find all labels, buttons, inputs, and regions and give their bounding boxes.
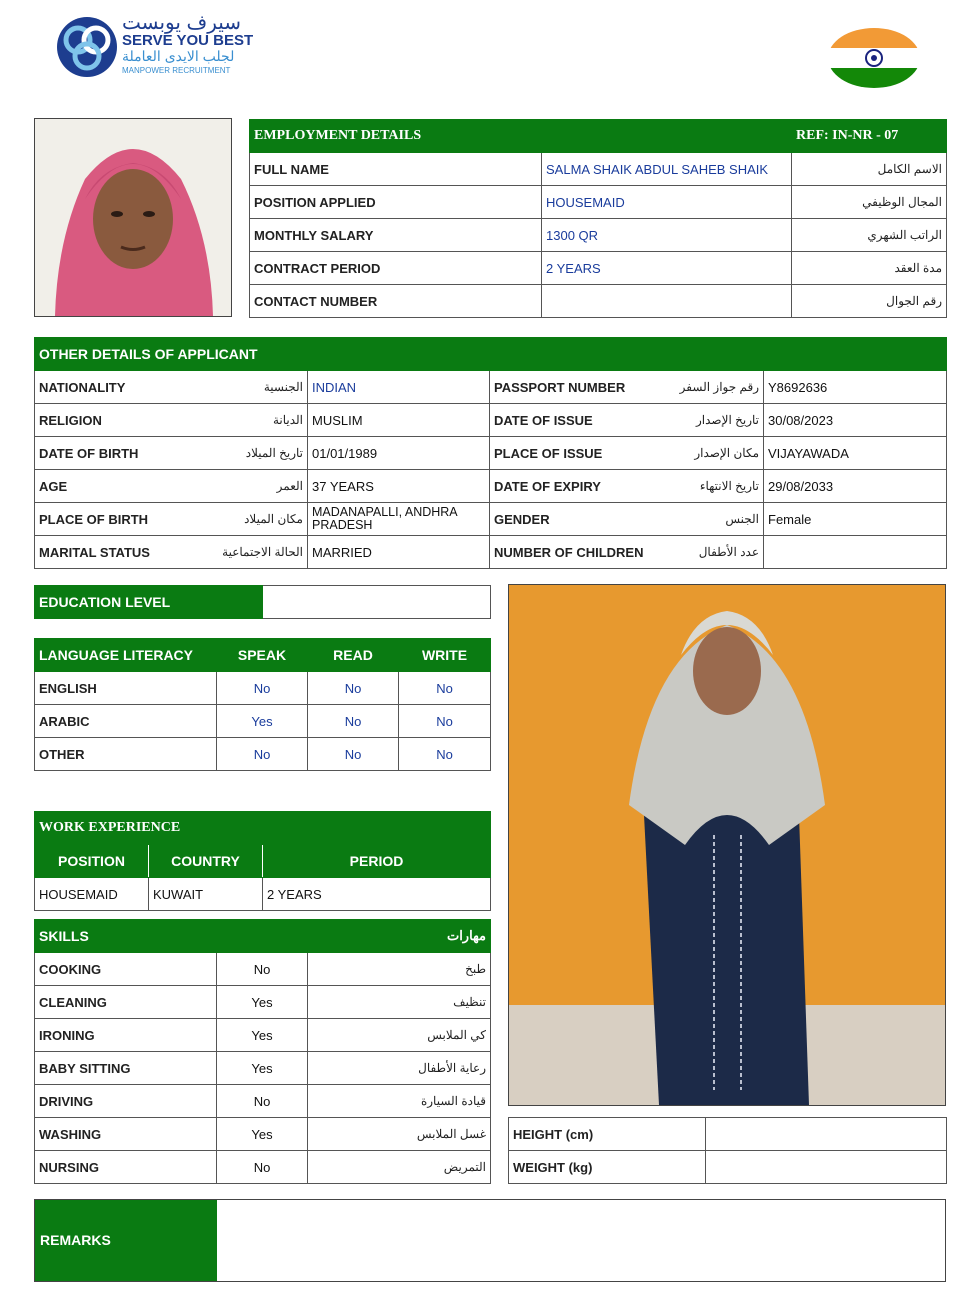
skill-name: NURSING	[35, 1151, 217, 1184]
employment-row	[250, 219, 947, 252]
ashoka-chakra-icon	[864, 48, 884, 68]
other-label: DATE OF ISSUE	[490, 404, 650, 437]
work-header: COUNTRY	[149, 845, 263, 878]
write-value: No	[399, 705, 491, 738]
other-value: INDIAN	[308, 371, 490, 404]
language-row	[35, 705, 491, 738]
other-label: PLACE OF ISSUE	[490, 437, 650, 470]
skill-row	[35, 1118, 491, 1151]
education-level-label: EDUCATION LEVEL	[35, 586, 263, 619]
skill-arabic-name: طبخ	[308, 953, 491, 986]
other-details-row	[35, 437, 947, 470]
employment-arabic-label: الاسم الكامل	[792, 153, 947, 186]
other-arabic-label: تاريخ الإصدار	[650, 404, 764, 437]
other-label: DATE OF BIRTH	[35, 437, 190, 470]
skill-row	[35, 1052, 491, 1085]
brand-arabic-name: سيرف يوبست	[122, 12, 242, 34]
skill-row	[35, 986, 491, 1019]
other-details-row	[35, 503, 947, 536]
employment-arabic-label: رقم الجوال	[792, 285, 947, 318]
language-header: READ	[308, 639, 399, 672]
skill-row	[35, 1085, 491, 1118]
other-value	[764, 536, 947, 569]
language-row	[35, 738, 491, 771]
skill-arabic-name: تنظيف	[308, 986, 491, 1019]
read-value: No	[308, 705, 399, 738]
work-experience-title: WORK EXPERIENCE	[35, 812, 491, 845]
skills-header-spacer	[217, 920, 308, 953]
measurement-row	[509, 1118, 947, 1151]
skills-title-arabic: مهارات	[308, 920, 491, 953]
other-label: PASSPORT NUMBER	[490, 371, 650, 404]
other-label: NUMBER OF CHILDREN	[490, 536, 650, 569]
employment-row	[250, 153, 947, 186]
work-period: 2 YEARS	[263, 878, 491, 911]
skill-value: Yes	[217, 1019, 308, 1052]
employment-arabic-label: المجال الوظيفي	[792, 186, 947, 219]
skill-value: No	[217, 953, 308, 986]
other-value: 29/08/2033	[764, 470, 947, 503]
skill-row	[35, 1019, 491, 1052]
other-details-table	[34, 337, 947, 569]
other-details-row	[35, 404, 947, 437]
skill-name: DRIVING	[35, 1085, 217, 1118]
skill-name: IRONING	[35, 1019, 217, 1052]
other-arabic-label: تاريخ الميلاد	[190, 437, 308, 470]
weight-label: WEIGHT (kg)	[509, 1151, 706, 1184]
brand-english-name: SERVE YOU BEST	[122, 32, 254, 49]
height-value	[706, 1118, 947, 1151]
other-value: MADANAPALLI, ANDHRA PRADESH	[308, 503, 490, 536]
other-value: 30/08/2023	[764, 404, 947, 437]
skill-value: Yes	[217, 1052, 308, 1085]
employment-label: FULL NAME	[250, 153, 542, 186]
employment-value	[542, 285, 792, 318]
employment-value: 1300 QR	[542, 219, 792, 252]
employment-value: 2 YEARS	[542, 252, 792, 285]
other-label: DATE OF EXPIRY	[490, 470, 650, 503]
write-value: No	[399, 672, 491, 705]
weight-value	[706, 1151, 947, 1184]
work-country: KUWAIT	[149, 878, 263, 911]
employment-arabic-label: مدة العقد	[792, 252, 947, 285]
other-details-title: OTHER DETAILS OF APPLICANT	[35, 338, 947, 371]
skill-arabic-name: غسل الملابس	[308, 1118, 491, 1151]
speak-value: No	[217, 672, 308, 705]
language-header: SPEAK	[217, 639, 308, 672]
brand-arabic-tagline: لجلب الايدى العاملة	[122, 48, 235, 64]
other-details-row	[35, 371, 947, 404]
employment-label: MONTHLY SALARY	[250, 219, 542, 252]
read-value: No	[308, 672, 399, 705]
language-name: ENGLISH	[35, 672, 217, 705]
other-arabic-label: الديانة	[190, 404, 308, 437]
other-value: 01/01/1989	[308, 437, 490, 470]
skills-title: SKILLS	[35, 920, 217, 953]
skill-name: CLEANING	[35, 986, 217, 1019]
skill-arabic-name: قيادة السيارة	[308, 1085, 491, 1118]
language-name: OTHER	[35, 738, 217, 771]
logo-mark-icon	[54, 14, 120, 80]
other-value: MARRIED	[308, 536, 490, 569]
other-value: MUSLIM	[308, 404, 490, 437]
language-name: ARABIC	[35, 705, 217, 738]
other-value: Y8692636	[764, 371, 947, 404]
remarks-value	[218, 1200, 945, 1281]
other-value: Female	[764, 503, 947, 536]
employment-details-title: EMPLOYMENT DETAILS	[250, 120, 792, 153]
employment-value: SALMA SHAIK ABDUL SAHEB SHAIK	[542, 153, 792, 186]
height-label: HEIGHT (cm)	[509, 1118, 706, 1151]
employment-row	[250, 252, 947, 285]
other-arabic-label: عدد الأطفال	[650, 536, 764, 569]
other-details-row	[35, 536, 947, 569]
skill-name: WASHING	[35, 1118, 217, 1151]
other-arabic-label: الجنس	[650, 503, 764, 536]
other-label: AGE	[35, 470, 190, 503]
other-label: MARITAL STATUS	[35, 536, 190, 569]
other-label: GENDER	[490, 503, 650, 536]
other-label: RELIGION	[35, 404, 190, 437]
language-header: LANGUAGE LITERACY	[35, 639, 217, 672]
employment-label: CONTRACT PERIOD	[250, 252, 542, 285]
work-header: PERIOD	[263, 845, 491, 878]
body-measurements-table	[508, 1117, 947, 1184]
other-arabic-label: مكان الإصدار	[650, 437, 764, 470]
other-arabic-label: مكان الميلاد	[190, 503, 308, 536]
language-literacy-table	[34, 638, 491, 771]
skill-arabic-name: رعاية الأطفال	[308, 1052, 491, 1085]
brand-english-tagline: MANPOWER RECRUITMENT	[122, 66, 231, 75]
other-label: PLACE OF BIRTH	[35, 503, 190, 536]
reference-number: REF: IN-NR - 07	[792, 120, 947, 153]
other-details-row	[35, 470, 947, 503]
work-row	[35, 878, 491, 911]
skill-value: Yes	[217, 1118, 308, 1151]
employment-value: HOUSEMAID	[542, 186, 792, 219]
remarks-label: REMARKS	[35, 1200, 217, 1281]
applicant-face-photo	[34, 118, 232, 317]
measurement-row	[509, 1151, 947, 1184]
education-level-value	[263, 586, 491, 619]
employment-details-table	[249, 119, 947, 318]
skill-arabic-name: التمريض	[308, 1151, 491, 1184]
education-level-table	[34, 585, 491, 619]
other-arabic-label: الجنسية	[190, 371, 308, 404]
read-value: No	[308, 738, 399, 771]
other-value: VIJAYAWADA	[764, 437, 947, 470]
employment-arabic-label: الراتب الشهري	[792, 219, 947, 252]
other-value: 37 YEARS	[308, 470, 490, 503]
other-arabic-label: تاريخ الانتهاء	[650, 470, 764, 503]
employment-label: POSITION APPLIED	[250, 186, 542, 219]
skill-name: COOKING	[35, 953, 217, 986]
other-arabic-label: العمر	[190, 470, 308, 503]
language-row	[35, 672, 491, 705]
language-header: WRITE	[399, 639, 491, 672]
india-flag	[828, 28, 920, 88]
other-arabic-label: الحالة الاجتماعية	[190, 536, 308, 569]
employment-row	[250, 186, 947, 219]
work-header: POSITION	[35, 845, 149, 878]
speak-value: Yes	[217, 705, 308, 738]
skill-arabic-name: كي الملابس	[308, 1019, 491, 1052]
remarks-box	[34, 1199, 946, 1282]
write-value: No	[399, 738, 491, 771]
skill-value: No	[217, 1151, 308, 1184]
company-logo	[54, 12, 254, 82]
applicant-full-photo	[508, 584, 946, 1106]
skill-value: Yes	[217, 986, 308, 1019]
work-position: HOUSEMAID	[35, 878, 149, 911]
skill-row	[35, 953, 491, 986]
work-experience-table	[34, 811, 491, 911]
employment-label: CONTACT NUMBER	[250, 285, 542, 318]
speak-value: No	[217, 738, 308, 771]
skill-name: BABY SITTING	[35, 1052, 217, 1085]
other-arabic-label: رقم جواز السفر	[650, 371, 764, 404]
skills-table	[34, 919, 491, 1184]
employment-row	[250, 285, 947, 318]
skill-value: No	[217, 1085, 308, 1118]
skill-row	[35, 1151, 491, 1184]
other-label: NATIONALITY	[35, 371, 190, 404]
